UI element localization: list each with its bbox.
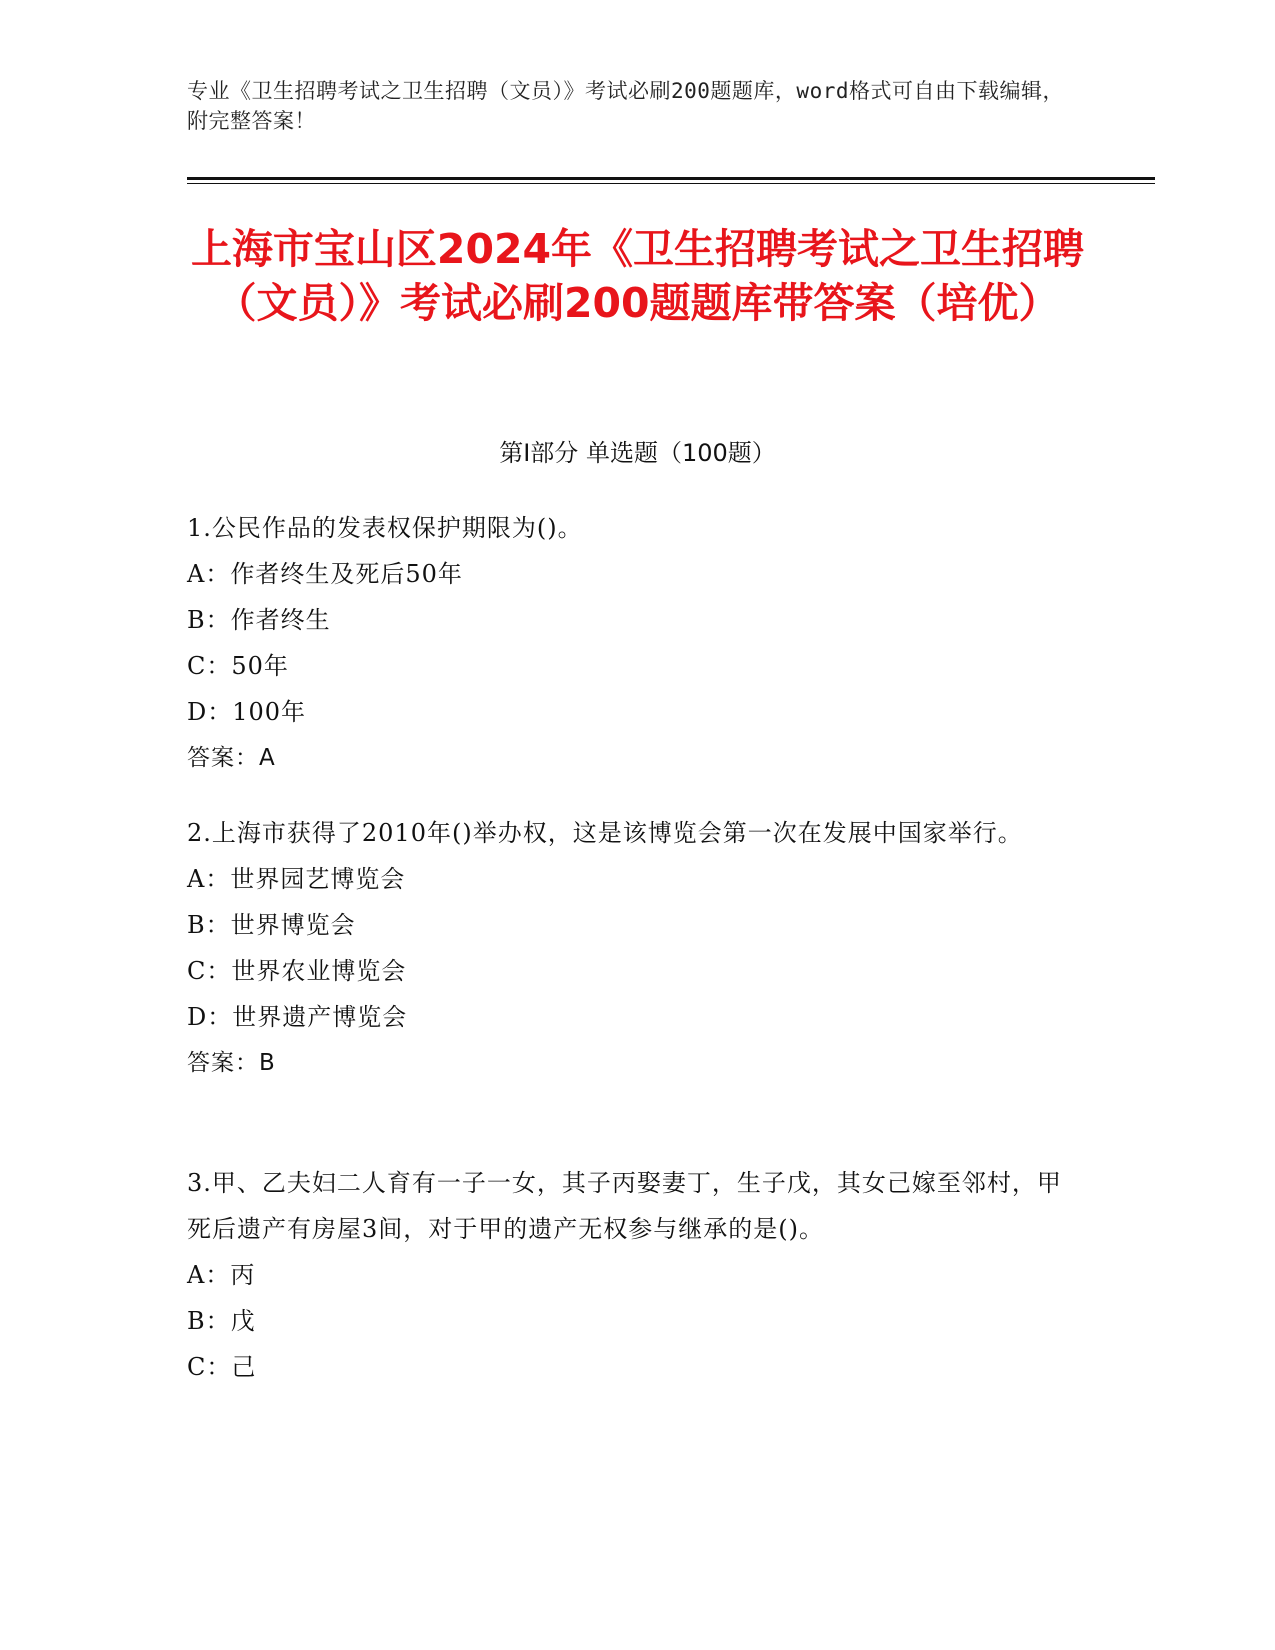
question-stem: 2.上海市获得了2010年()举办权，这是该博览会第一次在发展中国家举行。 [187,819,1023,847]
option-key: A [187,560,206,588]
option-text: 世界博览会 [230,911,356,939]
question-2 [187,810,1067,1086]
option-key: C [187,957,207,985]
option-text: 100年 [232,698,307,726]
answer-label: 答案： [187,745,259,771]
document-title: 上海市宝山区2024年《卫生招聘考试之卫生招聘（文员）》考试必刷200题题库带答案（培优） [190,225,1085,327]
header-note: 专业《卫生招聘考试之卫生招聘（文员）》考试必刷200题题库，word格式可自由下载编辑，附完整答案！ [187,79,1064,133]
option-c: C：50年 [187,652,289,680]
option-text: 世界遗产博览会 [232,1003,408,1031]
option-text: 丙 [230,1261,256,1289]
option-text: 世界农业博览会 [231,957,407,985]
option-key: C [187,652,207,680]
header-divider-thin [187,183,1155,184]
question-3 [187,1160,1067,1390]
answer-label: 答案： [187,1050,259,1076]
option-a: A：作者终生及死后50年 [187,560,463,588]
answer-line [187,1040,1067,1086]
answer-value: B [259,1050,276,1076]
option-text: 世界园艺博览会 [230,865,406,893]
section-heading: 第I部分 单选题（100题） [499,439,776,467]
option-text: 50年 [231,652,289,680]
option-b: B：戊 [187,1307,256,1335]
option-key: A [187,1261,206,1289]
option-key: A [187,865,206,893]
option-text: 作者终生及死后50年 [230,560,463,588]
question-1 [187,505,1067,781]
option-a: A：丙 [187,1261,256,1289]
option-a: A：世界园艺博览会 [187,865,406,893]
header-divider-thick [187,177,1155,180]
option-key: B [187,606,206,634]
option-key: D [187,1003,208,1031]
option-b: B：作者终生 [187,606,331,634]
option-text: 作者终生 [230,606,331,634]
option-key: B [187,911,206,939]
question-stem: 3.甲、乙夫妇二人育有一子一女，其子丙娶妻丁，生子戊，其女己嫁至邻村，甲死后遗产有房屋3间，对于甲的遗产无权参与继承的是()。 [187,1169,1062,1243]
option-key: B [187,1307,206,1335]
answer-line [187,735,1067,781]
option-c: C：己 [187,1353,257,1381]
option-key: D [187,698,208,726]
option-b: B：世界博览会 [187,911,356,939]
answer-value: A [259,745,276,771]
option-text: 己 [231,1353,257,1381]
option-key: C [187,1353,207,1381]
option-text: 戊 [230,1307,256,1335]
question-stem: 1.公民作品的发表权保护期限为()。 [187,514,583,542]
option-c: C：世界农业博览会 [187,957,407,985]
option-d: D：世界遗产博览会 [187,1003,408,1031]
option-d: D：100年 [187,698,307,726]
